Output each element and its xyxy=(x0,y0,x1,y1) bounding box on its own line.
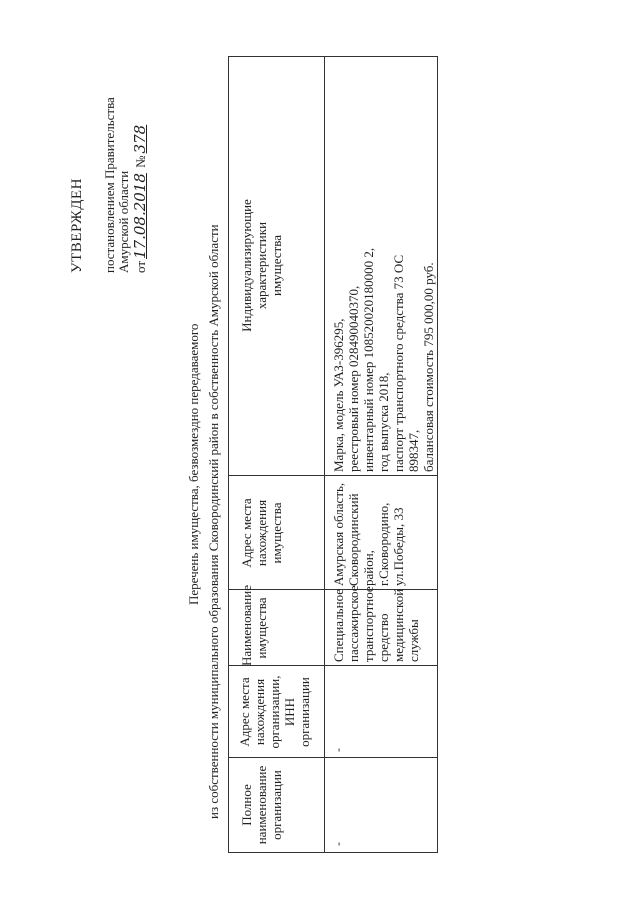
property-table xyxy=(228,56,438,853)
document-title-line-2: из собственности муниципального образования Сковородинский район в собственность Амурской области xyxy=(206,224,221,819)
document-title-line-1: Перечень имущества, безвозмездно передаваемого xyxy=(186,323,201,605)
approval-line-2: Амурской области xyxy=(116,170,131,273)
approval-title: УТВЕРЖДЕН xyxy=(69,178,85,273)
header-divider xyxy=(324,57,325,852)
header-org-name: Полное наименование организации xyxy=(239,765,284,845)
approval-date-row xyxy=(133,123,148,273)
header-property-address: Адрес места нахождения имущества xyxy=(239,498,284,568)
approval-number: 378 xyxy=(131,124,149,154)
header-characteristics: Индивидуализирующие характеристики имущества xyxy=(239,199,284,332)
number-prefix: № xyxy=(133,155,148,168)
cell-org-address: - xyxy=(331,748,345,752)
approval-date: 17.08.2018 xyxy=(131,173,149,259)
date-prefix: от xyxy=(133,260,148,273)
cell-property-name: Специальное пассажирское транспортное средство медицинской службы xyxy=(331,585,421,662)
header-org-address: Адрес места нахождения организации, ИНН организации xyxy=(237,675,312,749)
header-property-name: Наименование имущества xyxy=(239,585,269,666)
cell-property-address: Амурская область, Сковородинский район, г.Сковородино, ул.Победы, 33 xyxy=(331,482,406,586)
cell-characteristics: Марка, модель УАЗ-396295, реестровый номер 028490040370, инвентарный номер 108520020180000 2, год выпуска 2018, паспорт транспортного средства 73 ОС 898347, балансовая стоимость 795 000,00 руб. xyxy=(331,247,436,472)
approval-line-1: постановлением Правительства xyxy=(102,97,117,273)
cell-org-name: - xyxy=(331,842,345,846)
